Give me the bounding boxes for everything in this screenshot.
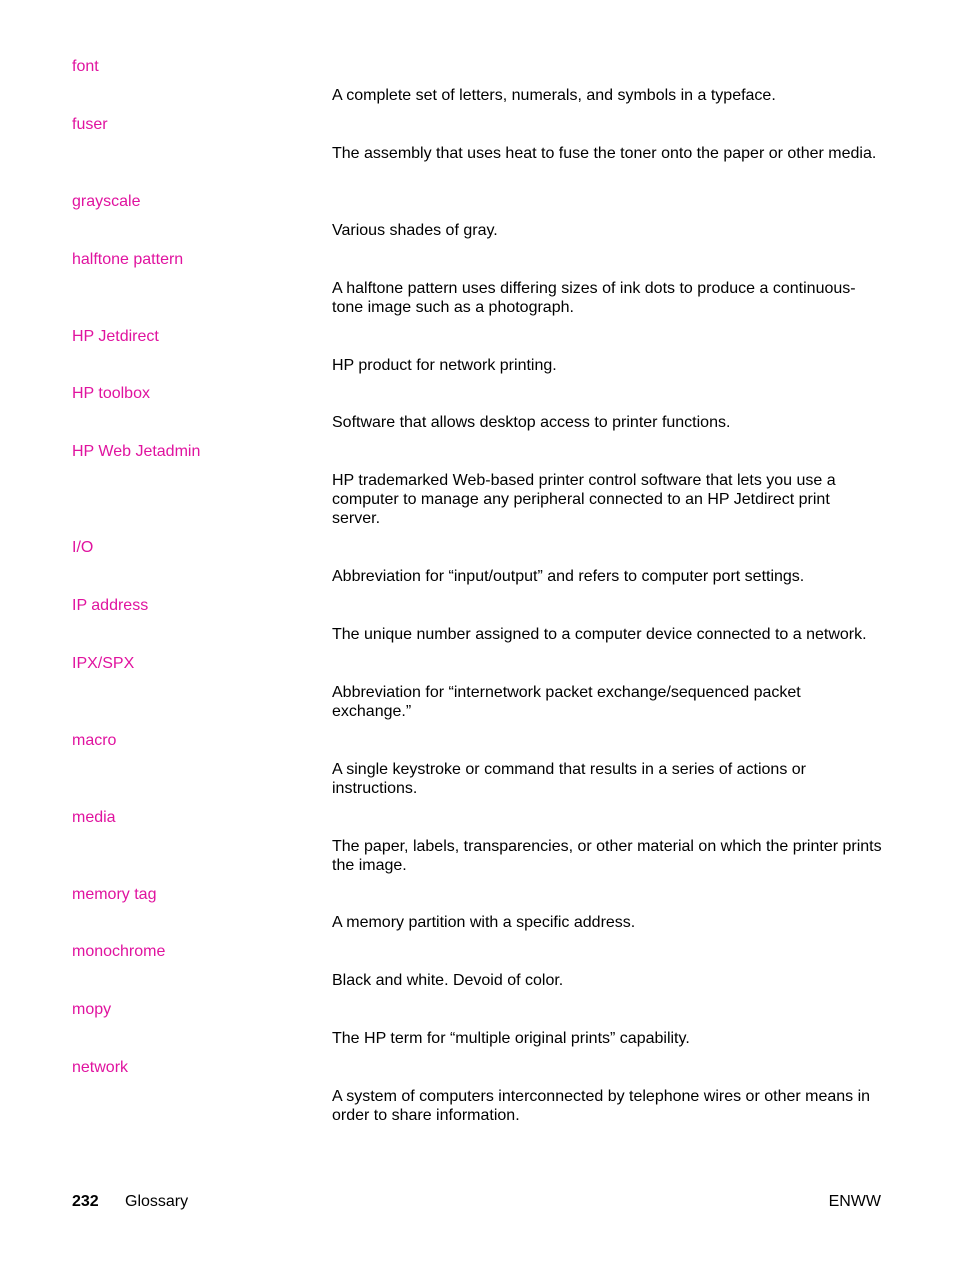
glossary-definition: HP trademarked Web-based printer control software that lets you use a computer to manage any peripheral connected to an HP Jetdirect print server. — [332, 472, 836, 527]
edition-label: ENWW — [828, 1193, 881, 1210]
section-title: Glossary — [125, 1193, 189, 1210]
glossary-definition: Abbreviation for “input/output” and refers to computer port settings. — [332, 568, 805, 585]
glossary-definition: A halftone pattern uses differing sizes of ink dots to produce a continuous-tone image such as a photograph. — [332, 280, 856, 316]
glossary-definition: A memory partition with a specific address. — [332, 914, 636, 931]
glossary-term[interactable]: HP Jetdirect — [72, 328, 159, 345]
glossary-definition: Various shades of gray. — [332, 222, 498, 239]
glossary-term[interactable]: halftone pattern — [72, 251, 184, 268]
glossary-definition: A system of computers interconnected by telephone wires or other means in order to share information. — [332, 1088, 871, 1124]
glossary-term[interactable]: mopy — [72, 1001, 112, 1018]
glossary-term[interactable]: I/O — [72, 539, 94, 556]
glossary-term[interactable]: HP Web Jetadmin — [72, 443, 201, 460]
glossary-definition: HP product for network printing. — [332, 357, 557, 374]
glossary-definition: A complete set of letters, numerals, and symbols in a typeface. — [332, 87, 776, 104]
glossary-definition: The paper, labels, transparencies, or other material on which the printer prints the image. — [332, 838, 882, 874]
glossary-definition: Abbreviation for “internetwork packet exchange/sequenced packet exchange.” — [332, 684, 801, 720]
glossary-definition: The unique number assigned to a computer device connected to a network. — [332, 626, 867, 643]
glossary-definition: A single keystroke or command that results in a series of actions or instructions. — [332, 761, 806, 797]
page-number: 232 — [72, 1193, 99, 1210]
glossary-term[interactable]: macro — [72, 732, 117, 749]
glossary-term[interactable]: HP toolbox — [72, 385, 150, 402]
glossary-term[interactable]: font — [72, 58, 99, 75]
glossary-term[interactable]: memory tag — [72, 886, 157, 903]
glossary-term[interactable]: grayscale — [72, 193, 141, 210]
glossary-definition: The assembly that uses heat to fuse the toner onto the paper or other media. — [332, 145, 877, 162]
glossary-term[interactable]: IPX/SPX — [72, 655, 135, 672]
glossary-definition: The HP term for “multiple original prints” capability. — [332, 1030, 690, 1047]
glossary-term[interactable]: monochrome — [72, 943, 166, 960]
glossary-definition: Software that allows desktop access to printer functions. — [332, 414, 731, 431]
glossary-term[interactable]: network — [72, 1059, 129, 1076]
glossary-term[interactable]: IP address — [72, 597, 149, 614]
glossary-term[interactable]: media — [72, 809, 116, 826]
glossary-term[interactable]: fuser — [72, 116, 108, 133]
glossary-definition: Black and white. Devoid of color. — [332, 972, 564, 989]
